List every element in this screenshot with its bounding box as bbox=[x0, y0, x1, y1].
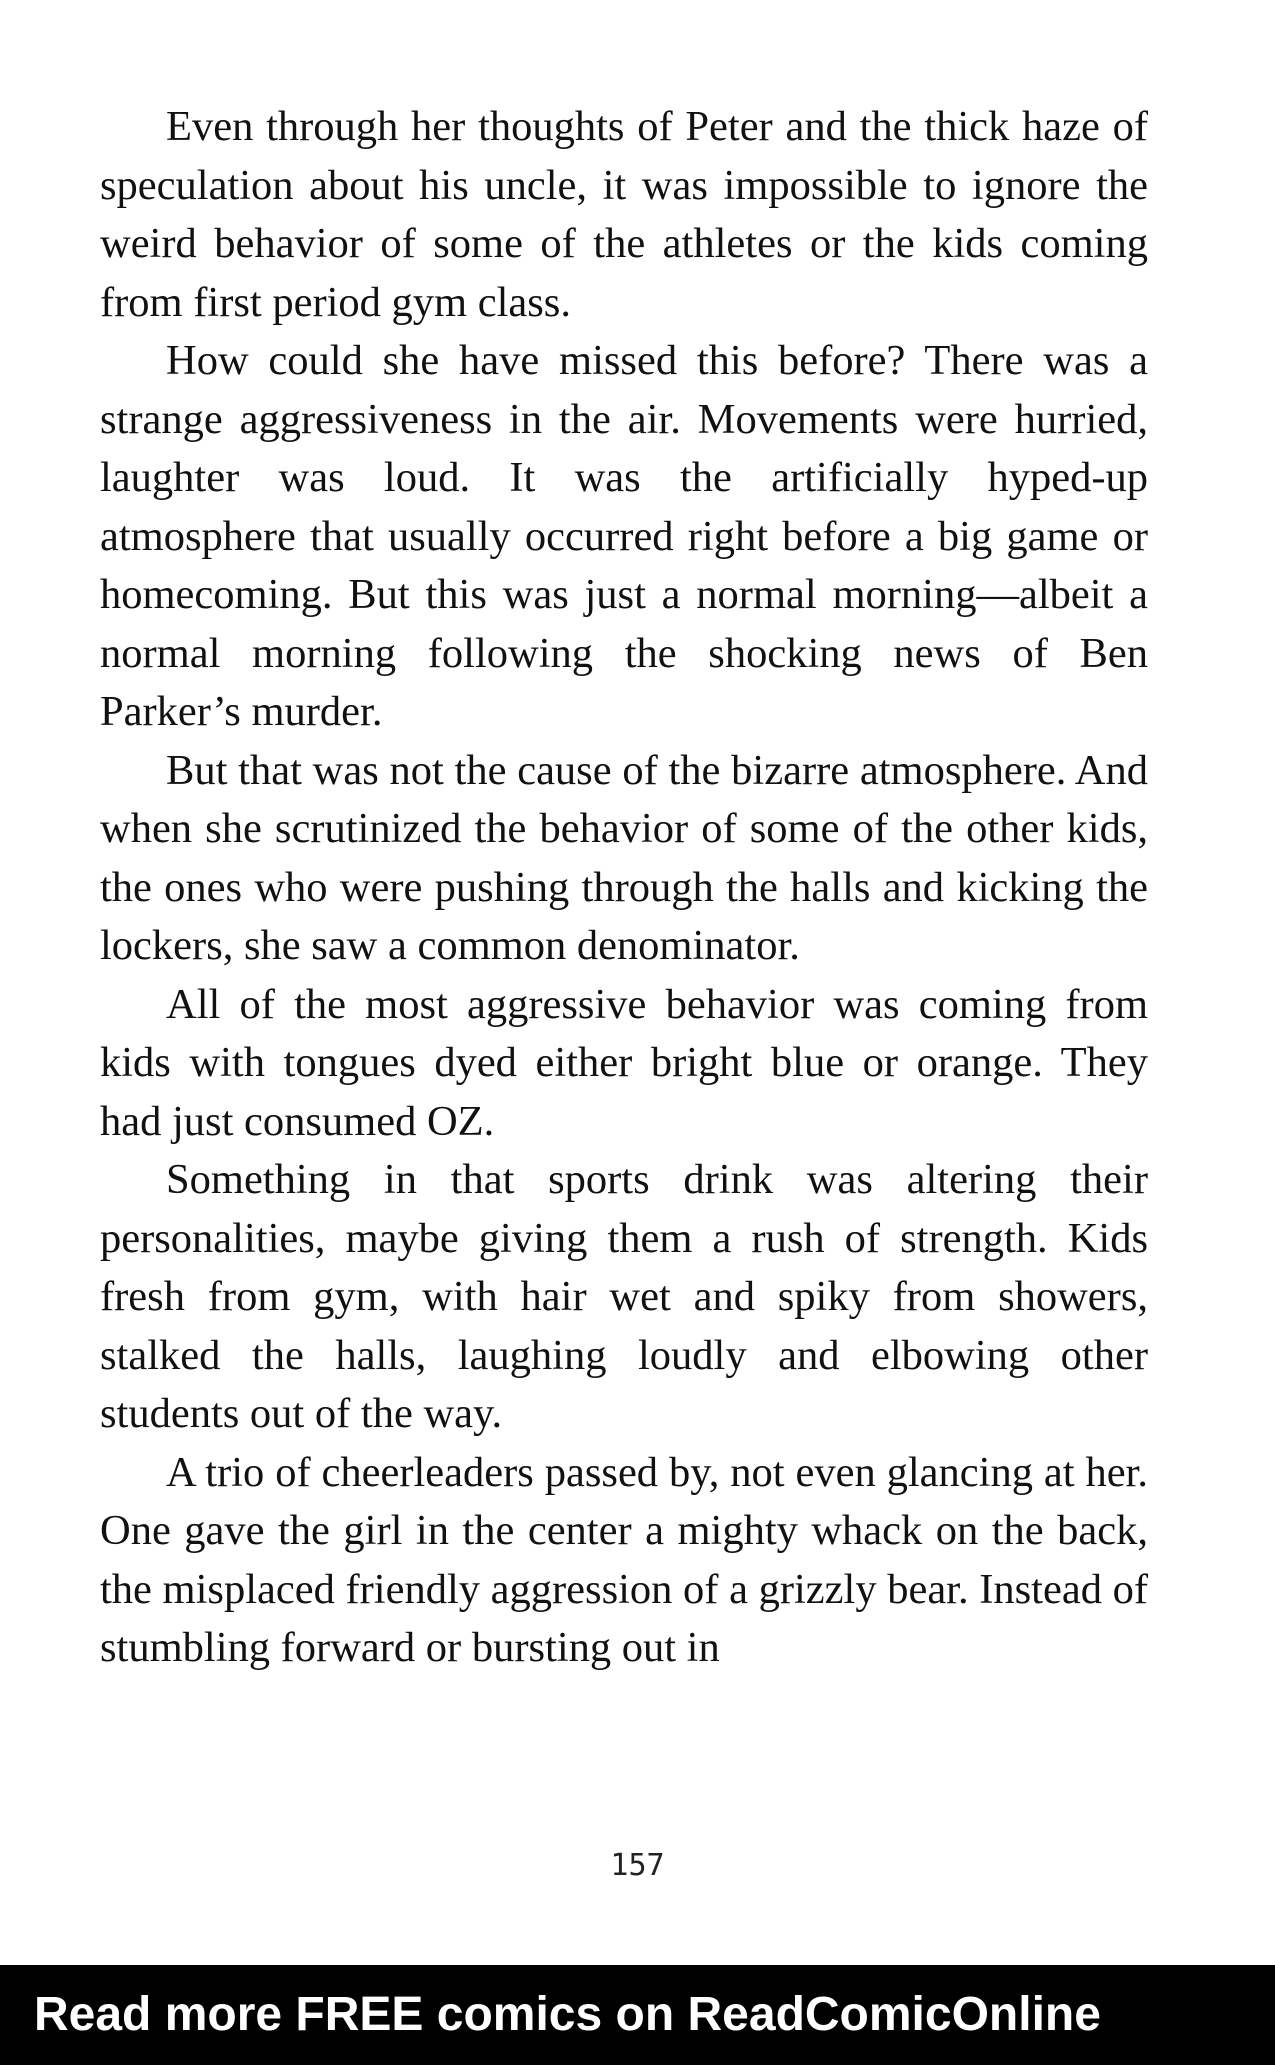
paragraph-5: Something in that sports drink was altering their personalities, maybe giving them a rush of strength. Kids fresh from gym, with hair wet and spiky from showers, stalked the halls, laughing loudly and elbowing other students out of the way. bbox=[100, 1156, 1148, 1437]
promo-banner-text[interactable]: Read more FREE comics on ReadComicOnline bbox=[34, 1988, 1101, 2041]
promo-banner[interactable] bbox=[0, 1965, 1275, 2065]
body-text bbox=[100, 98, 1148, 1678]
paragraph-6: A trio of cheerleaders passed by, not even glancing at her. One gave the girl in the center a mighty whack on the back, the misplaced friendly aggression of a grizzly bear. Instead of stumbling forward or bursting out in bbox=[100, 1448, 1148, 1671]
page-number: 157 bbox=[610, 1848, 665, 1883]
paragraph-1: Even through her thoughts of Peter and the thick haze of speculation about his uncle, it was impossible to ignore the weird behavior of some of the athletes or the kids coming from first period gym class. bbox=[100, 103, 1148, 326]
paragraph-2: How could she have missed this before? There was a strange aggressiveness in the air. Movements were hurried, laughter was loud. It was the artificially hyped-up atmosphere that usually occurred right before a big game or homecoming. But this was just a normal morning—albeit a normal morning following the shocking news of Ben Parker’s murder. bbox=[100, 337, 1148, 735]
paragraph-3: But that was not the cause of the bizarre atmosphere. And when she scrutinized the behavior of some of the other kids, the ones who were pushing through the halls and kicking the lockers, she saw a common denominator. bbox=[100, 746, 1148, 969]
paragraph-4: All of the most aggressive behavior was coming from kids with tongues dyed either bright blue or orange. They had just consumed OZ. bbox=[100, 980, 1148, 1145]
